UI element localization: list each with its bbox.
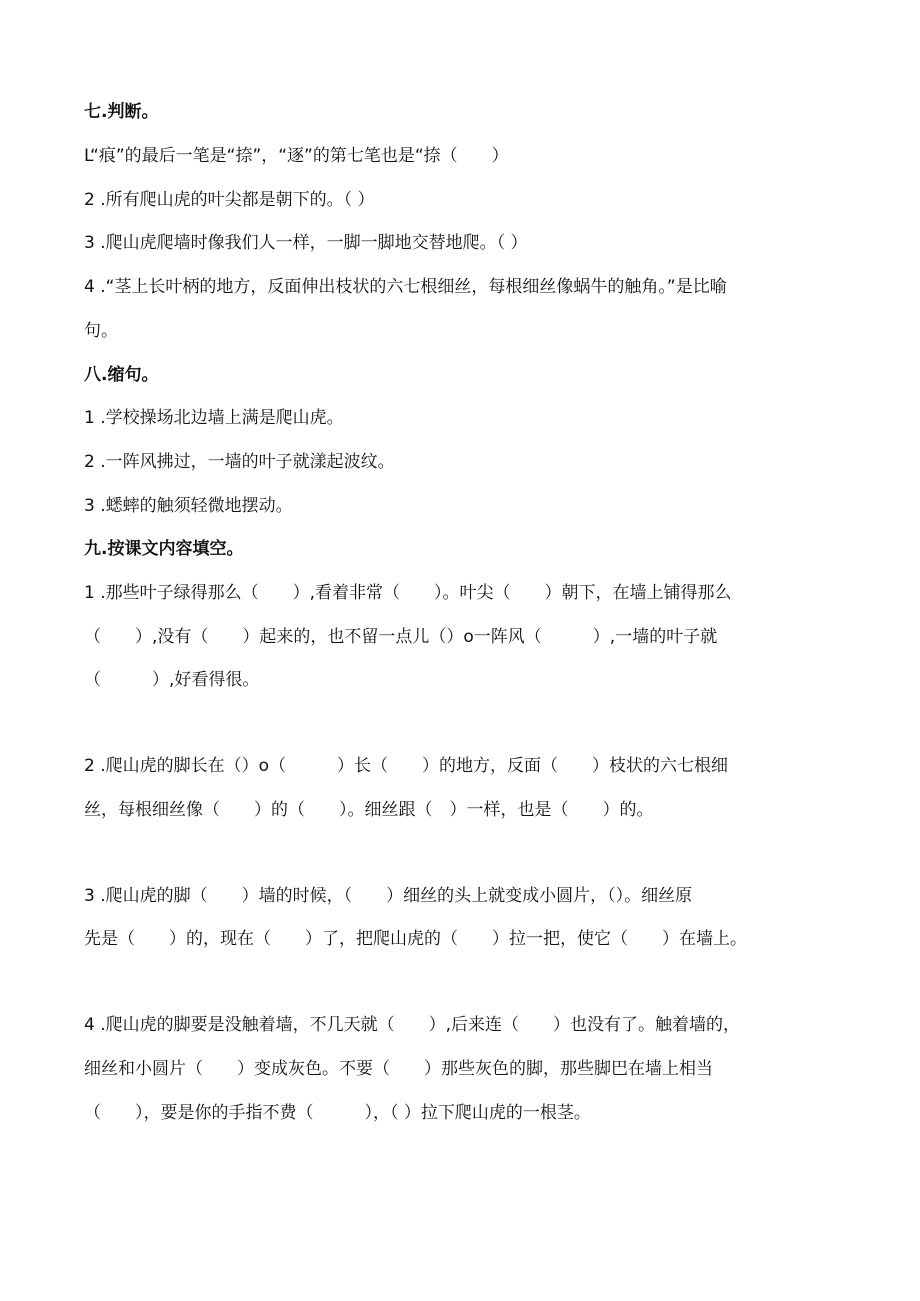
section-7-title: 七.判断。 bbox=[84, 102, 159, 122]
fill-q1-line-2: （ ）,没有（ ）起来的，也不留一点儿（）o一阵风（ ）,一墙的叶子就 bbox=[84, 627, 718, 647]
judge-item-3: 3 .爬山虎爬墙时像我们人一样，一脚一脚地交替地爬。（ ） bbox=[84, 233, 528, 253]
fill-q1-line-1: 1 .那些叶子绿得那么（ ）,看着非常（ ）。叶尖（ ）朝下，在墙上铺得那么 bbox=[84, 583, 732, 603]
judge-item-2: 2 .所有爬山虎的叶尖都是朝下的。（ ） bbox=[84, 190, 375, 210]
fill-q2-line-2: 丝，每根细丝像（ ）的（ ）。细丝跟（ ）一样，也是（ ）的。 bbox=[84, 800, 654, 820]
condense-item-3: 3 .蟋蟀的触须轻微地摆动。 bbox=[84, 496, 293, 516]
fill-q1-line-3: （ ）,好看得很。 bbox=[84, 670, 260, 690]
judge-item-4: 4 .“茎上长叶柄的地方，反面伸出枝状的六七根细丝，每根细丝像蜗牛的触角。”是比喻 bbox=[84, 277, 727, 297]
fill-q3-line-1: 3 .爬山虎的脚（ ）墙的时候，（ ）细丝的头上就变成小圆片，（）。细丝原 bbox=[84, 886, 693, 906]
condense-item-1: 1 .学校操场北边墙上满是爬山虎。 bbox=[84, 408, 344, 428]
condense-item-2: 2 .一阵风拂过，一墙的叶子就漾起波纹。 bbox=[84, 452, 395, 472]
section-9-title: 九.按课文内容填空。 bbox=[84, 539, 244, 559]
fill-q4-line-3: （ ），要是你的手指不费（ ），（ ）拉下爬山虎的一根茎。 bbox=[84, 1103, 591, 1123]
fill-q3-line-2: 先是（ ）的，现在（ ）了，把爬山虎的（ ）拉一把，使它（ ）在墙上。 bbox=[84, 929, 747, 949]
fill-q4-line-1: 4 .爬山虎的脚要是没触着墙，不几天就（ ）,后来连（ ）也没有了。触着墙的， bbox=[84, 1015, 741, 1035]
fill-q2-line-1: 2 .爬山虎的脚长在（）o（ ）长（ ）的地方，反面（ ）枝状的六七根细 bbox=[84, 756, 729, 776]
judge-item-1: L“痕”的最后一笔是“捺”，“逐”的第七笔也是“捺（ ） bbox=[84, 146, 509, 166]
section-8-title: 八.缩句。 bbox=[84, 365, 159, 385]
fill-q4-line-2: 细丝和小圆片（ ）变成灰色。不要（ ）那些灰色的脚，那些脚巴在墙上相当 bbox=[84, 1059, 713, 1079]
judge-item-4-cont: 句。 bbox=[84, 321, 118, 341]
